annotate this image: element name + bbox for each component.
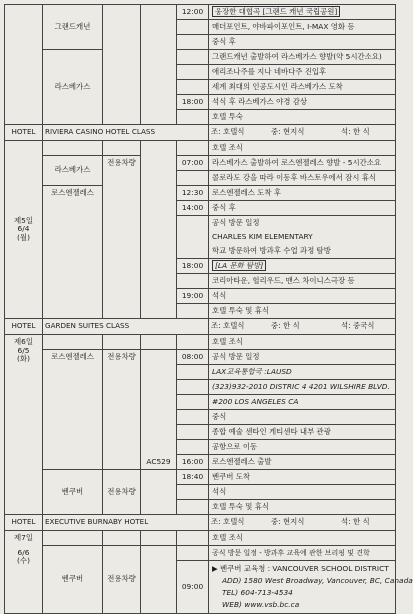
- time-cell: [177, 485, 209, 500]
- activity-text: 로스엔젤레스 도착 후: [212, 188, 281, 197]
- transport-cell: [103, 531, 141, 546]
- activity-cell: [209, 95, 396, 110]
- time-cell: [177, 5, 209, 20]
- dinner-meal: 석: 한 식: [341, 517, 370, 527]
- time-cell: [177, 156, 209, 171]
- time-value: 12:00: [181, 7, 204, 16]
- activity-cell: [209, 5, 396, 20]
- meals-cell: [209, 319, 396, 335]
- activity-cell: [209, 380, 396, 395]
- transport-value: 전용차량: [107, 352, 136, 361]
- activity-text: 중식: [212, 412, 227, 421]
- time-cell: [177, 20, 209, 35]
- activity-text: 공식 방문 일정: [212, 352, 260, 361]
- breakfast-meal: 조: 호텔식: [211, 517, 245, 527]
- time-cell: [177, 35, 209, 50]
- activity-text: 중식 후: [212, 203, 236, 212]
- activity-text: 석식: [212, 291, 227, 300]
- time-value: 18:40: [181, 472, 204, 481]
- activity-cell: [209, 141, 396, 156]
- lunch-meal: 중: 현지식: [271, 127, 305, 137]
- activity-text: 공항으로 이동: [212, 442, 258, 451]
- hotel-name: RIVIERA CASINO HOTEL CLASS: [43, 125, 209, 141]
- activity-cell: [209, 425, 396, 440]
- transport-cell: [103, 335, 141, 350]
- activity-text: 석식: [212, 487, 227, 496]
- flight-cell: [141, 5, 177, 125]
- transport-cell: [103, 546, 141, 614]
- hotel-name: EXECUTIVE BURNABY HOTEL: [43, 515, 209, 531]
- activity-text: 라스베가스 출발하여 로스엔젤레스 향발 - 5시간소요: [212, 158, 382, 167]
- itinerary-row: [5, 50, 396, 65]
- activity-cell: [209, 365, 396, 380]
- activity-cell: [209, 335, 396, 350]
- activity-text: 코리아타운, 헐리우드, 맨스 차이니스극장 등: [212, 276, 355, 285]
- activity-text: 로스엔젤레스 출발: [212, 457, 272, 466]
- time-cell: [177, 455, 209, 470]
- activity-cell: [209, 561, 413, 614]
- activity-text: TEL) 604-713-4534: [222, 588, 293, 597]
- time-cell: [177, 380, 209, 395]
- lunch-meal: 중: 한 식: [271, 321, 300, 331]
- day-weekday: (수): [17, 556, 30, 566]
- time-cell: [177, 274, 209, 289]
- activity-text: #200 LOS ANGELES CA: [212, 397, 299, 406]
- activity-cell: [209, 216, 396, 259]
- city-cell: [43, 546, 103, 614]
- activity-cell: [209, 186, 396, 201]
- city-cell: [43, 50, 103, 125]
- itinerary-row: [5, 5, 396, 20]
- time-value: 07:00: [181, 158, 204, 167]
- hotel-row: [5, 515, 396, 531]
- activity-cell: [209, 440, 396, 455]
- time-cell: [177, 425, 209, 440]
- activity-text: 세계 최대의 인공도시인 라스베가스 도착: [212, 82, 343, 91]
- hotel-row: [5, 125, 396, 141]
- city-name: 라스베가스: [54, 81, 91, 91]
- activity-cell: [209, 410, 396, 425]
- flight-cell: [141, 335, 177, 350]
- activity-text: ▶ 벤쿠버 교육청 : VANCOUVER SCHOOL DISTRICT: [212, 564, 389, 573]
- itinerary-row: [5, 141, 396, 156]
- activity-text: 그랜드캐년 출발하여 라스베가스 향발(약 5시간소요): [212, 52, 382, 61]
- city-cell: [43, 186, 103, 319]
- time-cell: [177, 350, 209, 365]
- transport-cell: [103, 5, 141, 125]
- hotel-label: HOTEL: [5, 319, 43, 335]
- activity-cell: [209, 259, 396, 274]
- activity-cell: [209, 274, 396, 289]
- activity-cell: [209, 395, 396, 410]
- breakfast-meal: 조: 호텔식: [211, 127, 245, 137]
- itinerary-row: [5, 186, 396, 201]
- day-weekday: (화): [17, 354, 30, 364]
- activity-text: 호텔 투숙 및 휴식: [212, 502, 270, 511]
- time-cell: [177, 141, 209, 156]
- lunch-meal: 중: 현지식: [271, 517, 305, 527]
- time-cell: [177, 50, 209, 65]
- city-name: 벤쿠버: [61, 486, 84, 496]
- time-cell: [177, 95, 209, 110]
- itinerary-row: [5, 531, 396, 546]
- transport-cell: [103, 156, 141, 319]
- time-value: 08:00: [181, 352, 204, 361]
- activity-cell: [209, 304, 396, 319]
- activity-cell: [209, 201, 396, 216]
- city-name: 로스엔젤레스: [51, 188, 94, 197]
- time-cell: [177, 410, 209, 425]
- time-value: 18:00: [181, 261, 204, 270]
- activity-text: 호텔 조식: [212, 533, 243, 542]
- activity-text: [LA 문화 탐방]: [212, 260, 266, 271]
- time-cell: [177, 365, 209, 380]
- activity-text: 호텔 조식: [212, 337, 243, 346]
- transport-value: 전용차량: [107, 574, 136, 584]
- activity-cell: [209, 65, 396, 80]
- transport-cell: [103, 141, 141, 156]
- day-label: 제7일: [14, 533, 33, 542]
- time-cell: [177, 289, 209, 304]
- transport-value: 전용차량: [107, 486, 136, 496]
- activity-cell: [209, 485, 396, 500]
- city-cell: [43, 335, 103, 350]
- time-cell: [177, 259, 209, 274]
- time-cell: [177, 80, 209, 95]
- activity-text: 종합 예술 센타인 게티센타 내부 관광: [212, 427, 331, 436]
- time-value: 18:00: [181, 97, 204, 106]
- itinerary-row: [5, 335, 396, 350]
- city-name: 라스베가스: [54, 165, 91, 175]
- day-label: 제6일: [14, 337, 33, 346]
- activity-cell: [209, 455, 396, 470]
- transport-cell: [103, 470, 141, 515]
- time-cell: [177, 110, 209, 125]
- activity-text: 학교 방문하여 방과후 수업 과정 탐방: [212, 246, 331, 255]
- itinerary-row: [5, 470, 396, 485]
- activity-cell: [209, 171, 396, 186]
- city-name: 그랜드캐년: [54, 21, 91, 31]
- hotel-row: [5, 319, 396, 335]
- activity-cell: [209, 50, 396, 65]
- dinner-meal: 석: 중국식: [341, 321, 375, 331]
- time-cell: [177, 201, 209, 216]
- activity-cell: [209, 470, 396, 485]
- activity-text: 석식 후 라스베가스 야경 감상: [212, 97, 308, 106]
- time-cell: [177, 546, 209, 561]
- transport-value: 전용차량: [107, 158, 136, 167]
- city-cell: [43, 350, 103, 470]
- activity-cell: [209, 110, 396, 125]
- time-cell: [177, 65, 209, 80]
- flight-cell: [141, 350, 177, 470]
- time-cell: [177, 395, 209, 410]
- breakfast-meal: 조: 호텔식: [211, 321, 245, 331]
- activity-cell: [209, 531, 396, 546]
- hotel-label: HOTEL: [5, 515, 43, 531]
- time-cell: [177, 561, 209, 614]
- day-cell: [5, 5, 43, 125]
- activity-text: CHARLES KIM ELEMENTARY: [212, 232, 313, 241]
- city-cell: [43, 141, 103, 156]
- flight-cell: [141, 546, 177, 614]
- flight-number: AC529: [146, 457, 171, 466]
- activity-cell: [209, 546, 396, 561]
- hotel-name: GARDEN SUITES CLASS: [43, 319, 209, 335]
- activity-text: 벤쿠버 도착: [212, 472, 251, 481]
- activity-cell: [209, 20, 396, 35]
- flight-cell: [141, 470, 177, 515]
- day-weekday: (월): [17, 232, 30, 242]
- activity-text: ADD) 1580 West Broadway, Vancouver, BC, Canada: [222, 576, 413, 585]
- activity-text: 매더포인트, 야바파이포인트, I-MAX 영화 등: [212, 22, 355, 31]
- time-value: 14:00: [181, 203, 204, 212]
- time-cell: [177, 216, 209, 259]
- activity-text: (323)932-2010 DISTRIC 4 4201 WILSHIRE BLVD.: [212, 382, 390, 391]
- city-cell: [43, 5, 103, 50]
- activity-text: 공식 방문 일정 - 방과후 교육에 관한 브리핑 및 견학: [212, 549, 370, 557]
- day-cell: [5, 141, 43, 319]
- activity-text: LAX교육통합국 :LAUSD: [212, 367, 292, 376]
- day-label: 제5일: [14, 215, 33, 225]
- activity-text: 웅장한 대협곡 [그랜드 캐년 국립공원]: [212, 6, 340, 17]
- itinerary-row: [5, 156, 396, 171]
- meals-cell: [209, 125, 396, 141]
- activity-cell: [209, 289, 396, 304]
- activity-text: 중식 후: [212, 37, 236, 46]
- city-name: 로스엔젤레스: [51, 352, 94, 361]
- meals-cell: [209, 515, 396, 531]
- activity-text: 공식 방문 일정: [212, 218, 260, 227]
- day-date: 6/4: [17, 224, 30, 234]
- dinner-meal: 석: 한 식: [341, 127, 370, 137]
- flight-cell: [141, 141, 177, 319]
- activity-cell: [209, 500, 396, 515]
- itinerary-row: [5, 546, 396, 561]
- time-cell: [177, 186, 209, 201]
- day-cell: [5, 335, 43, 515]
- hotel-label: HOTEL: [5, 125, 43, 141]
- time-value: 19:00: [181, 291, 204, 300]
- activity-text: 콜로라도 강을 따라 이동후 바스토우에서 잠시 휴식: [212, 173, 377, 182]
- activity-cell: [209, 80, 396, 95]
- city-cell: [43, 156, 103, 186]
- itinerary-row: [5, 350, 396, 365]
- time-value: 16:00: [181, 457, 204, 466]
- activity-cell: [209, 350, 396, 365]
- itinerary-table: [4, 4, 413, 614]
- day-date: 6/6: [17, 547, 30, 557]
- activity-cell: [209, 156, 396, 171]
- time-cell: [177, 470, 209, 485]
- time-cell: [177, 304, 209, 319]
- activity-text: WEB) www.vsb.bc.ca: [222, 600, 300, 609]
- activity-text: 호텔 조식: [212, 143, 243, 152]
- activity-text: 호텔 투숙: [212, 112, 243, 121]
- flight-cell: [141, 531, 177, 546]
- time-cell: [177, 440, 209, 455]
- activity-text: 애리조나주를 지나 네바다주 진입후: [212, 67, 327, 76]
- time-cell: [177, 531, 209, 546]
- time-value: 09:00: [181, 582, 204, 591]
- activity-cell: [209, 35, 396, 50]
- transport-cell: [103, 350, 141, 470]
- activity-text: 호텔 투숙 및 휴식: [212, 306, 270, 315]
- city-cell: [43, 531, 103, 546]
- day-date: 6/5: [17, 345, 30, 355]
- city-name: 벤쿠버: [61, 574, 84, 584]
- city-cell: [43, 470, 103, 515]
- time-cell: [177, 335, 209, 350]
- time-value: 12:30: [181, 188, 204, 197]
- day-cell: [5, 531, 43, 614]
- time-cell: [177, 171, 209, 186]
- time-cell: [177, 500, 209, 515]
